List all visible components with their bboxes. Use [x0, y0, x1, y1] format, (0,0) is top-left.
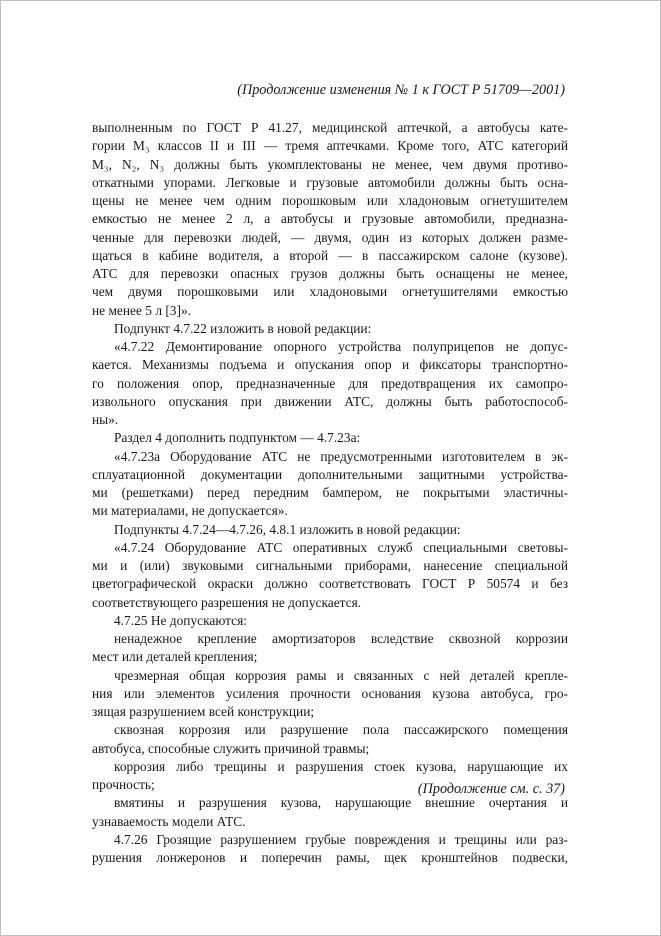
text-line: ны». [92, 412, 119, 427]
text-line: 4.7.25 Не допускаются: [114, 612, 248, 628]
text-line: ченные для перевозки людей, — двумя, один из которых должен разме- [92, 229, 568, 245]
text-line: ми и (или) звуковыми сигнальными приборами, нанесение специальной [92, 558, 568, 573]
text-line: вмятины и разрушения кузова, нарушающие внешние очертания и [114, 795, 568, 811]
text-line: рушения лонжеронов и поперечин рамы, щек кронштейнов подвески, [92, 850, 568, 865]
text-line: ми (решетками) перед передним бампером, не покрытыми эластичны- [92, 485, 568, 500]
text-line: соответствующего разрешения не допускается. [92, 594, 362, 610]
text-line: выполненным по ГОСТ Р 41.27, медицинской аптечкой, а автобусы кате- [92, 120, 568, 135]
text-line: прочность; [92, 777, 155, 792]
text-line: ми материалами, не допускается». [92, 503, 288, 519]
text-line: щаться в кабине водителя, а второй — в пассажирском салоне (кузове). [92, 247, 568, 263]
body-text [92, 119, 568, 867]
text-line: сплуатационной документации дополнительными защитными устройства- [92, 466, 568, 482]
text-line: емкостью не менее 2 л, а автобусы и грузовые автомобили, предназна- [92, 211, 568, 227]
text-line: ненадежное крепление амортизаторов вследствие сквозной коррозии [114, 631, 568, 646]
page-header: (Продолжение изменения № 1 к ГОСТ Р 51709—2001) [237, 82, 565, 98]
text-line: «4.7.23а Оборудование АТС не предусмотренными изготовителем в эк- [114, 448, 568, 464]
text-line: чем двумя порошковыми или хладоновыми огнетушителями емкостью [92, 284, 568, 300]
text-line: M₃, N₂, N₃ должны быть укомплектованы не менее, чем двумя противо- [92, 156, 568, 172]
text-line: чрезмерная общая коррозия рамы и связанных с ней деталей крепле- [114, 667, 568, 683]
text-line: АТС для перевозки опасных грузов должны быть оснащены не менее, [92, 266, 568, 281]
text-line: Подпункты 4.7.24—4.7.26, 4.8.1 изложить в новой редакции: [114, 521, 461, 537]
text-line: ния или элементов усиления прочности основания кузова автобуса, гро- [92, 685, 568, 701]
text-line: автобуса, способные служить причиной травмы; [92, 740, 370, 756]
text-line: 4.7.26 Грозящие разрушением грубые повреждения и трещины или раз- [114, 831, 568, 847]
text-line: зящая разрушением всей конструкции; [92, 704, 315, 719]
text-line: «4.7.24 Оборудование АТС оперативных служб специальными световы- [114, 539, 568, 555]
text-line: го положения опор, предназначенные для предотвращения их самопро- [92, 375, 568, 391]
text-line: мест или деталей крепления; [92, 649, 258, 665]
text-line: кается. Механизмы подъема и опускания опор и фиксаторы транспортно- [92, 357, 568, 373]
text-line: Раздел 4 дополнить подпунктом — 4.7.23а: [114, 430, 361, 446]
text-line: цветографической окраски должно соответствовать ГОСТ Р 50574 и без [92, 576, 568, 592]
text-line: коррозия либо трещины и разрушения стоек кузова, нарушающие их [114, 758, 568, 774]
text-line: не менее 5 л [3]». [92, 302, 192, 318]
text-line: откатными упорами. Легковые и грузовые автомобили должны быть осна- [92, 174, 568, 190]
text-line: извольного опускания при движении АТС, должны быть работоспособ- [92, 393, 568, 409]
text-line: гории M₃ классов II и III — тремя аптечками. Кроме того, АТС категорий [92, 138, 568, 154]
text-line: щены не менее чем одним порошковым или хладоновым огнетушителем [92, 193, 568, 208]
text-line: сквозная коррозия или разрушение пола пассажирского помещения [114, 722, 568, 738]
text-line: Подпункт 4.7.22 изложить в новой редакции: [114, 320, 372, 336]
text-line: «4.7.22 Демонтирование опорного устройства полуприцепов не допус- [114, 339, 568, 354]
text-line: узнаваемость модели АТС. [92, 813, 246, 829]
page-footer: (Продолжение см. с. 37) [417, 781, 565, 797]
